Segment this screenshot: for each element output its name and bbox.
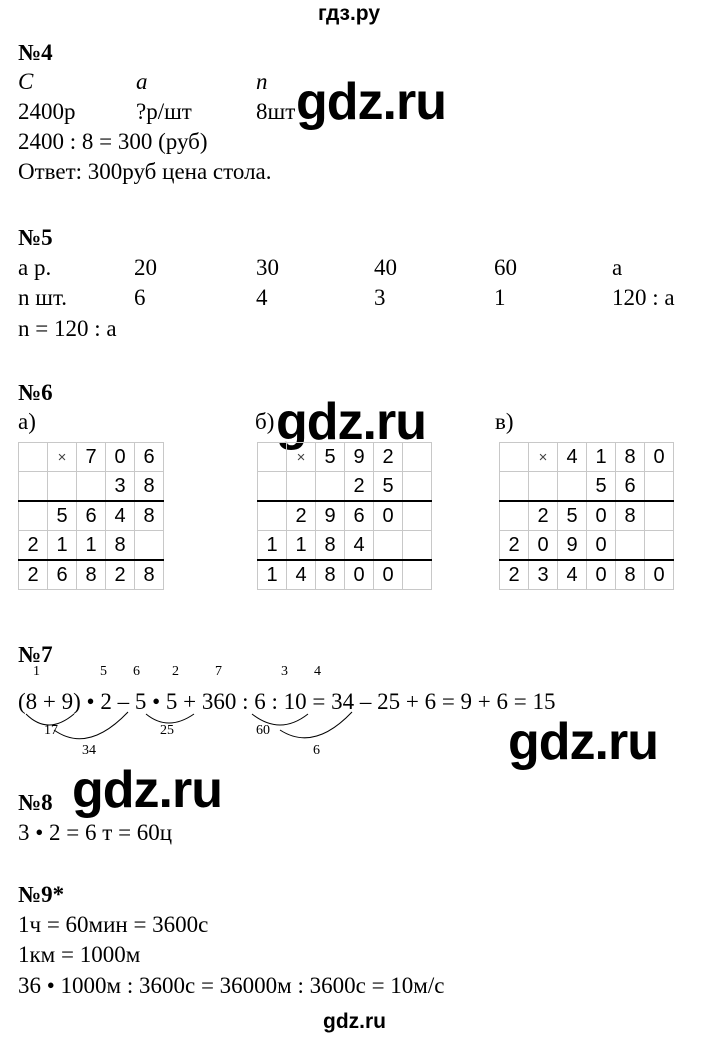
order-num: 5 (100, 664, 107, 679)
cell (77, 472, 106, 502)
multiplication-grid-a (18, 442, 164, 590)
cell: 0 (374, 560, 403, 590)
p5-r1-c0: а р. (18, 255, 52, 280)
cell: 8 (135, 560, 164, 590)
cell (645, 472, 674, 502)
cell: 8 (106, 531, 135, 561)
p8-calc: 3 • 2 = 6 т = 60ц (18, 820, 173, 845)
cell: 8 (616, 560, 645, 590)
cell: 5 (587, 472, 616, 502)
cell: 6 (48, 560, 77, 590)
order-num: 3 (281, 664, 288, 679)
subresult: 60 (256, 723, 270, 738)
cell: 0 (374, 501, 403, 531)
cell (258, 472, 287, 502)
val-a: ?р/шт (136, 99, 192, 124)
order-num: 7 (215, 664, 222, 679)
order-num: 1 (33, 664, 40, 679)
cell: 9 (316, 501, 345, 531)
cell (19, 501, 48, 531)
cell: 2 (19, 560, 48, 590)
cell: 8 (616, 501, 645, 531)
subresult: 17 (44, 723, 58, 738)
multiplication-grid-b (257, 442, 432, 590)
p6-label-b: б) (255, 409, 275, 434)
cell (645, 501, 674, 531)
cell: 0 (645, 560, 674, 590)
p9-line-2: 1км = 1000м (18, 942, 141, 967)
watermark-2: gdz.ru (276, 393, 426, 451)
cell (48, 472, 77, 502)
watermark-1: gdz.ru (296, 73, 446, 131)
problem-4-heading: №4 (18, 40, 53, 65)
cell: 9 (345, 443, 374, 472)
subresult: 25 (160, 723, 174, 738)
cell: 0 (587, 501, 616, 531)
cell (500, 501, 529, 531)
cell: 0 (587, 531, 616, 561)
cell: 2 (106, 560, 135, 590)
cell: 1 (258, 531, 287, 561)
cell (19, 443, 48, 472)
p5-r1-c2: 30 (256, 255, 279, 280)
cell: 3 (106, 472, 135, 502)
p9-line-3: 36 • 1000м : 3600с = 36000м : 3600с = 10м/с (18, 973, 445, 998)
val-n: 8шт (256, 99, 296, 124)
cell: 8 (135, 472, 164, 502)
cell (403, 531, 432, 561)
p5-r2-c0: n шт. (18, 285, 68, 310)
cell: 6 (616, 472, 645, 502)
cell (403, 472, 432, 502)
times-sign: × (48, 443, 77, 472)
cell: 5 (374, 472, 403, 502)
cell: 2 (529, 501, 558, 531)
site-title-top: гдз.ру (318, 2, 381, 25)
cell: 7 (77, 443, 106, 472)
arc (54, 712, 128, 739)
cell: 8 (77, 560, 106, 590)
cell: 2 (500, 531, 529, 561)
cell: 1 (48, 531, 77, 561)
p6-label-a: а) (18, 409, 36, 434)
p5-r2-c5: 120 : а (612, 285, 675, 310)
cell (316, 472, 345, 502)
times-sign: × (529, 443, 558, 472)
cell: 2 (19, 531, 48, 561)
p7-expression: (8 + 9) • 2 – 5 • 5 + 360 : 6 : 10 = 34 – 25 + 6 = 9 + 6 = 15 (18, 689, 556, 714)
cell: 0 (529, 531, 558, 561)
cell: 4 (558, 560, 587, 590)
col-c-label: C (18, 69, 34, 94)
cell (287, 472, 316, 502)
p5-r2-c4: 1 (494, 285, 506, 310)
cell: 4 (106, 501, 135, 531)
cell: 5 (558, 501, 587, 531)
problem-5-heading: №5 (18, 225, 53, 250)
cell: 0 (345, 560, 374, 590)
p4-answer: Ответ: 300руб цена стола. (18, 159, 272, 184)
cell (558, 472, 587, 502)
col-n-label: n (256, 69, 268, 94)
cell: 2 (345, 472, 374, 502)
cell: 1 (587, 443, 616, 472)
problem-7-heading: №7 (18, 642, 53, 667)
cell: 1 (77, 531, 106, 561)
cell: 2 (374, 443, 403, 472)
cell: 6 (77, 501, 106, 531)
cell: 2 (500, 560, 529, 590)
times-sign: × (287, 443, 316, 472)
cell (403, 560, 432, 590)
cell: 5 (48, 501, 77, 531)
cell: 8 (316, 531, 345, 561)
multiplication-grid-c (499, 442, 674, 590)
cell (529, 472, 558, 502)
cell: 6 (135, 443, 164, 472)
p5-r1-c3: 40 (374, 255, 397, 280)
order-num: 2 (172, 664, 179, 679)
watermark-4: gdz.ru (72, 761, 222, 819)
p6-label-c: в) (495, 409, 514, 434)
cell: 8 (616, 443, 645, 472)
cell: 0 (587, 560, 616, 590)
order-num: 4 (314, 664, 321, 679)
p5-r1-c1: 20 (134, 255, 157, 280)
cell (258, 443, 287, 472)
site-title-bottom: gdz.ru (323, 1010, 386, 1033)
col-a-label: a (136, 69, 148, 94)
problem-8-heading: №8 (18, 790, 53, 815)
cell (374, 531, 403, 561)
cell: 4 (558, 443, 587, 472)
cell: 6 (345, 501, 374, 531)
cell: 1 (258, 560, 287, 590)
p5-r1-c4: 60 (494, 255, 517, 280)
subresult: 6 (313, 743, 320, 758)
cell (645, 531, 674, 561)
cell (500, 472, 529, 502)
arc (146, 714, 194, 723)
arc (280, 712, 352, 738)
problem-9-heading: №9* (18, 882, 65, 907)
p5-formula: n = 120 : а (18, 316, 117, 341)
p5-r2-c2: 4 (256, 285, 268, 310)
cell (616, 531, 645, 561)
cell: 2 (287, 501, 316, 531)
p4-calc: 2400 : 8 = 300 (руб) (18, 129, 208, 154)
p5-r1-c5: а (612, 255, 623, 280)
cell: 3 (529, 560, 558, 590)
p5-r2-c3: 3 (374, 285, 386, 310)
cell: 5 (316, 443, 345, 472)
cell: 0 (645, 443, 674, 472)
cell (500, 443, 529, 472)
subresult: 34 (82, 743, 96, 758)
p9-line-1: 1ч = 60мин = 3600с (18, 912, 209, 937)
cell (403, 501, 432, 531)
cell: 8 (135, 501, 164, 531)
cell: 8 (316, 560, 345, 590)
cell: 4 (287, 560, 316, 590)
watermark-3: gdz.ru (508, 713, 658, 771)
p5-r2-c1: 6 (134, 285, 146, 310)
arc-annotations (18, 708, 378, 758)
cell (258, 501, 287, 531)
problem-6-heading: №6 (18, 380, 53, 405)
cell: 0 (106, 443, 135, 472)
cell (135, 531, 164, 561)
cell: 4 (345, 531, 374, 561)
cell: 1 (287, 531, 316, 561)
order-num: 6 (133, 664, 140, 679)
cell (403, 443, 432, 472)
cell (19, 472, 48, 502)
cell: 9 (558, 531, 587, 561)
val-c: 2400р (18, 99, 76, 124)
